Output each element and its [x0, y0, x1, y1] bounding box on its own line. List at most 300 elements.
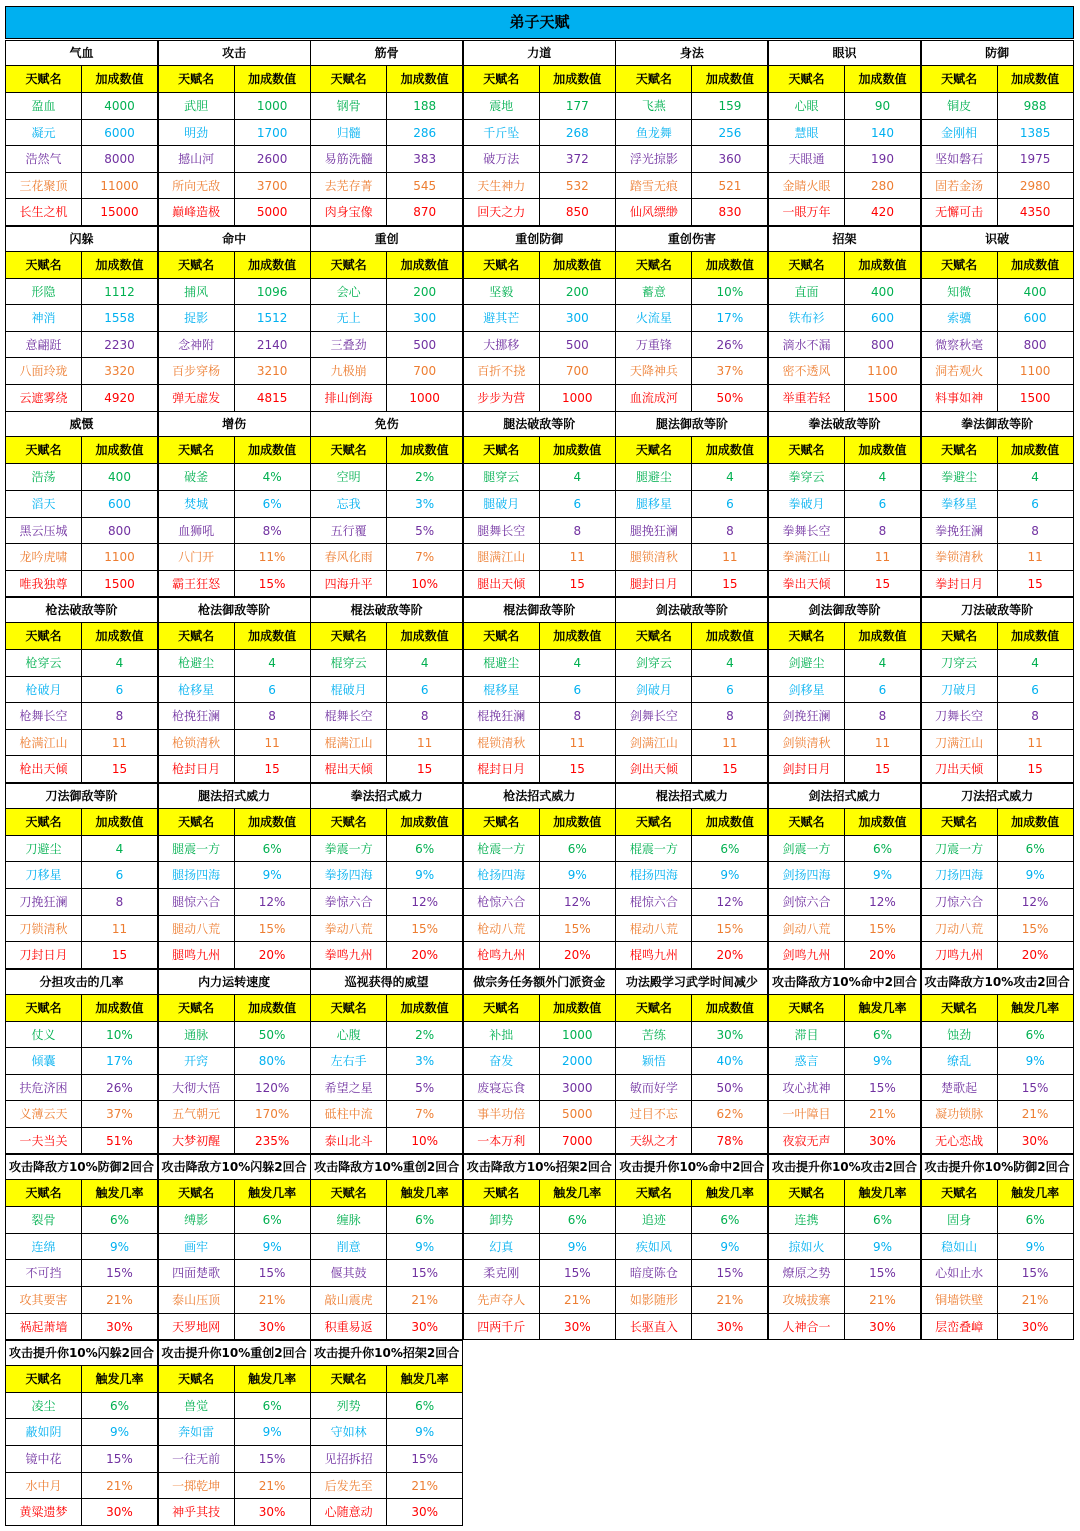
talent-name: 棍锁清秋 [463, 730, 540, 757]
block-title: 攻击提升你10%重创2回合 [158, 1340, 311, 1366]
talent-value: 360 [691, 146, 768, 173]
block-title: 攻击降敌方10%命中2回合 [768, 969, 921, 995]
column-header-row [463, 623, 616, 650]
talent-name: 龙吟虎啸 [5, 544, 82, 571]
block-title: 闪躲 [5, 226, 158, 252]
block-title: 气血 [5, 40, 158, 66]
talent-name: 腿封日月 [615, 571, 692, 598]
talent-value: 9% [81, 1419, 158, 1446]
talent-block [5, 1154, 158, 1340]
talent-row [463, 1234, 616, 1261]
column-header-value: 加成数值 [539, 252, 616, 279]
talent-name: 攻心扰神 [768, 1075, 845, 1102]
talent-row [158, 1207, 311, 1234]
talent-row [615, 199, 768, 226]
talent-row [5, 1419, 158, 1446]
talent-name: 腿穿云 [463, 464, 540, 491]
column-header-row [5, 1366, 158, 1393]
column-header-name: 天赋名 [5, 995, 82, 1022]
talent-name: 追迹 [615, 1207, 692, 1234]
talent-value: 15000 [81, 199, 158, 226]
talent-name: 浩荡 [5, 464, 82, 491]
talent-row [921, 1022, 1074, 1049]
talent-row [463, 358, 616, 385]
talent-row [615, 544, 768, 571]
block-title: 命中 [158, 226, 311, 252]
talent-row [158, 120, 311, 147]
column-header-row [158, 1366, 311, 1393]
talent-value: 11 [386, 730, 463, 757]
column-header-row [158, 809, 311, 836]
talent-value: 5000 [539, 1101, 616, 1128]
talent-value: 1096 [234, 279, 311, 306]
column-header-row [768, 66, 921, 93]
talent-row [768, 1075, 921, 1102]
talent-name: 镜中花 [5, 1446, 82, 1473]
talent-row [463, 836, 616, 863]
column-header-value: 加成数值 [81, 995, 158, 1022]
talent-value: 15% [997, 1075, 1074, 1102]
column-header-row [5, 995, 158, 1022]
talent-name: 避其芒 [463, 305, 540, 332]
talent-name: 刀锁清秋 [5, 916, 82, 943]
talent-value: 15% [691, 1260, 768, 1287]
block-title: 防御 [921, 40, 1074, 66]
talent-row [615, 677, 768, 704]
talent-value: 9% [844, 862, 921, 889]
column-header-value: 触发几率 [386, 1366, 463, 1393]
talent-name: 腿挽狂澜 [615, 518, 692, 545]
talent-row [463, 889, 616, 916]
talent-block [310, 1154, 463, 1340]
talent-name: 枪破月 [5, 677, 82, 704]
talent-name: 破釜 [158, 464, 235, 491]
talent-value: 4 [844, 650, 921, 677]
talent-name: 缭乱 [921, 1048, 998, 1075]
block-title: 眼识 [768, 40, 921, 66]
talent-row [158, 1128, 311, 1155]
talent-block [5, 40, 158, 226]
talent-value: 2980 [997, 173, 1074, 200]
column-header-value: 加成数值 [234, 623, 311, 650]
talent-value: 5000 [234, 199, 311, 226]
talent-name: 空明 [310, 464, 387, 491]
talent-name: 拳破月 [768, 491, 845, 518]
column-header-value: 触发几率 [81, 1366, 158, 1393]
talent-value: 6 [691, 491, 768, 518]
talent-block [158, 40, 311, 226]
talent-row [921, 1287, 1074, 1314]
talent-value: 3000 [539, 1075, 616, 1102]
talent-value: 500 [539, 332, 616, 359]
talent-name: 三叠劲 [310, 332, 387, 359]
talent-name: 拳出天倾 [768, 571, 845, 598]
talent-row [5, 1499, 158, 1526]
talent-value: 8% [234, 518, 311, 545]
talent-name: 补拙 [463, 1022, 540, 1049]
column-header-value: 触发几率 [386, 1180, 463, 1207]
talent-row [768, 146, 921, 173]
talent-name: 凌尘 [5, 1393, 82, 1420]
talent-name: 鱼龙舞 [615, 120, 692, 147]
talent-name: 积重易返 [310, 1314, 387, 1341]
talent-value: 8 [234, 703, 311, 730]
talent-value: 9% [844, 1048, 921, 1075]
talent-value: 6 [997, 491, 1074, 518]
talent-value: 15 [539, 571, 616, 598]
talent-name: 排山倒海 [310, 385, 387, 412]
talent-row [768, 916, 921, 943]
talent-row [921, 1207, 1074, 1234]
talent-value: 2% [386, 464, 463, 491]
talent-row [615, 305, 768, 332]
talent-name: 掠如火 [768, 1234, 845, 1261]
talent-row [310, 305, 463, 332]
talent-row [615, 889, 768, 916]
talent-value: 4 [386, 650, 463, 677]
talent-name: 拳避尘 [921, 464, 998, 491]
talent-name: 兽觉 [158, 1393, 235, 1420]
talent-value: 8 [539, 518, 616, 545]
column-header-name: 天赋名 [158, 623, 235, 650]
talent-row [310, 1446, 463, 1473]
talent-value: 6% [997, 1207, 1074, 1234]
talent-value: 21% [81, 1287, 158, 1314]
talent-name: 刀震一方 [921, 836, 998, 863]
talent-block [5, 969, 158, 1155]
talent-row [615, 332, 768, 359]
talent-row [5, 650, 158, 677]
block-title: 分担攻击的几率 [5, 969, 158, 995]
talent-row [768, 1048, 921, 1075]
talent-name: 希望之星 [310, 1075, 387, 1102]
talent-value: 9% [234, 862, 311, 889]
talent-row [463, 942, 616, 969]
column-header-value: 加成数值 [844, 437, 921, 464]
column-header-row [463, 809, 616, 836]
column-header-row [158, 995, 311, 1022]
talent-name: 火流星 [615, 305, 692, 332]
talent-row [615, 1101, 768, 1128]
talent-row [463, 199, 616, 226]
talent-name: 卸势 [463, 1207, 540, 1234]
talent-name: 密不透风 [768, 358, 845, 385]
talent-row [158, 146, 311, 173]
talent-name: 刀动八荒 [921, 916, 998, 943]
column-header-value: 触发几率 [691, 1180, 768, 1207]
talent-name: 肉身宝像 [310, 199, 387, 226]
talent-row [921, 544, 1074, 571]
column-header-row [463, 1180, 616, 1207]
talent-block [158, 597, 311, 783]
talent-value: 286 [386, 120, 463, 147]
column-header-value: 加成数值 [386, 437, 463, 464]
block-title: 攻击降敌方10%攻击2回合 [921, 969, 1074, 995]
talent-row [463, 916, 616, 943]
block-title: 剑法破敌等阶 [615, 597, 768, 623]
talent-value: 30% [386, 1499, 463, 1526]
talent-row [5, 703, 158, 730]
talent-row [463, 464, 616, 491]
talent-name: 楚歌起 [921, 1075, 998, 1102]
talent-row [5, 1234, 158, 1261]
talent-row [310, 1287, 463, 1314]
talent-name: 捉影 [158, 305, 235, 332]
talent-name: 棍舞长空 [310, 703, 387, 730]
talent-value: 11 [997, 544, 1074, 571]
talent-value: 6% [539, 836, 616, 863]
talent-name: 拳封日月 [921, 571, 998, 598]
talent-value: 188 [386, 93, 463, 120]
block-title: 枪法御敌等阶 [158, 597, 311, 623]
talent-value: 21% [844, 1287, 921, 1314]
talent-row [921, 305, 1074, 332]
column-header-value: 触发几率 [844, 1180, 921, 1207]
talent-block [158, 226, 311, 412]
block-title: 攻击降敌方10%防御2回合 [5, 1154, 158, 1180]
talent-value: 8 [539, 703, 616, 730]
talent-row [5, 889, 158, 916]
talent-row [158, 1419, 311, 1446]
talent-name: 刀穿云 [921, 650, 998, 677]
column-header-value: 加成数值 [844, 66, 921, 93]
talent-name: 拳震一方 [310, 836, 387, 863]
column-header-row [463, 995, 616, 1022]
talent-row [921, 836, 1074, 863]
talent-row [158, 916, 311, 943]
talent-value: 9% [539, 1234, 616, 1261]
talent-row [615, 1022, 768, 1049]
talent-row [158, 358, 311, 385]
talent-row [463, 305, 616, 332]
talent-name: 霸王狂怒 [158, 571, 235, 598]
talent-value: 20% [997, 942, 1074, 969]
talent-name: 剑锁清秋 [768, 730, 845, 757]
talent-name: 苦练 [615, 1022, 692, 1049]
talent-name: 大彻大悟 [158, 1075, 235, 1102]
talent-name: 攻其要害 [5, 1287, 82, 1314]
talent-row [158, 464, 311, 491]
talent-row [768, 464, 921, 491]
talent-row [615, 703, 768, 730]
talent-row [310, 942, 463, 969]
talent-name: 刀舞长空 [921, 703, 998, 730]
talent-name: 棍避尘 [463, 650, 540, 677]
talent-name: 滴水不漏 [768, 332, 845, 359]
talent-row [768, 677, 921, 704]
column-header-value: 加成数值 [844, 623, 921, 650]
talent-row [921, 756, 1074, 783]
talent-name: 腿避尘 [615, 464, 692, 491]
column-header-name: 天赋名 [615, 252, 692, 279]
talent-name: 浩然气 [5, 146, 82, 173]
talent-row [5, 93, 158, 120]
talent-value: 6 [539, 677, 616, 704]
talent-row [310, 1075, 463, 1102]
talent-row [310, 677, 463, 704]
talent-name: 铜墙铁壁 [921, 1287, 998, 1314]
talent-row [310, 146, 463, 173]
talent-value: 21% [997, 1101, 1074, 1128]
talent-row [158, 1260, 311, 1287]
column-header-value: 加成数值 [997, 809, 1074, 836]
talent-name: 神乎其技 [158, 1499, 235, 1526]
talent-value: 9% [234, 1234, 311, 1261]
block-title: 拳法招式威力 [310, 783, 463, 809]
talent-row [158, 756, 311, 783]
talent-name: 忘我 [310, 491, 387, 518]
column-header-value: 加成数值 [234, 66, 311, 93]
talent-name: 一掷乾坤 [158, 1473, 235, 1500]
talent-block [310, 969, 463, 1155]
talent-row [310, 836, 463, 863]
column-header-row [768, 995, 921, 1022]
talent-row [310, 650, 463, 677]
column-header-value: 触发几率 [997, 995, 1074, 1022]
talent-name: 心随意动 [310, 1499, 387, 1526]
talent-row [158, 332, 311, 359]
talent-row [768, 332, 921, 359]
talent-value: 400 [844, 279, 921, 306]
block-title: 枪法招式威力 [463, 783, 616, 809]
talent-name: 事半功倍 [463, 1101, 540, 1128]
talent-value: 9% [386, 862, 463, 889]
block-title: 刀法招式威力 [921, 783, 1074, 809]
talent-row [921, 1234, 1074, 1261]
column-header-value: 加成数值 [691, 66, 768, 93]
talent-value: 15 [81, 756, 158, 783]
talent-name: 血狮吼 [158, 518, 235, 545]
talent-name: 扶危济困 [5, 1075, 82, 1102]
talent-row [158, 1499, 311, 1526]
talent-name: 刀惊六合 [921, 889, 998, 916]
column-header-row [158, 66, 311, 93]
talent-row [463, 385, 616, 412]
column-header-value: 触发几率 [844, 995, 921, 1022]
block-title: 腿法御敌等阶 [615, 411, 768, 437]
talent-name: 天生神力 [463, 173, 540, 200]
talent-value: 11 [81, 916, 158, 943]
column-header-value: 加成数值 [234, 995, 311, 1022]
talent-value: 9% [997, 862, 1074, 889]
talent-name: 幻真 [463, 1234, 540, 1261]
talent-value: 15% [234, 1260, 311, 1287]
talent-value: 532 [539, 173, 616, 200]
talent-value: 3210 [234, 358, 311, 385]
column-header-name: 天赋名 [310, 1180, 387, 1207]
block-title: 重创防御 [463, 226, 616, 252]
talent-value: 1385 [997, 120, 1074, 147]
talent-name: 棍鸣九州 [615, 942, 692, 969]
talent-name: 弹无虚发 [158, 385, 235, 412]
talent-row [615, 756, 768, 783]
talent-row [5, 385, 158, 412]
column-header-row [158, 252, 311, 279]
talent-name: 腿出天倾 [463, 571, 540, 598]
talent-row [463, 1022, 616, 1049]
talent-name: 心如止水 [921, 1260, 998, 1287]
talent-value: 20% [386, 942, 463, 969]
talent-value: 30% [81, 1499, 158, 1526]
talent-value: 700 [539, 358, 616, 385]
talent-name: 百步穿杨 [158, 358, 235, 385]
talent-value: 15% [844, 1260, 921, 1287]
talent-value: 1100 [997, 358, 1074, 385]
talent-name: 颖悟 [615, 1048, 692, 1075]
talent-row [5, 1101, 158, 1128]
talent-name: 枪鸣九州 [463, 942, 540, 969]
column-header-value: 加成数值 [81, 809, 158, 836]
talent-value: 500 [386, 332, 463, 359]
talent-name: 一眼万年 [768, 199, 845, 226]
talent-row [615, 1234, 768, 1261]
talent-value: 11% [234, 544, 311, 571]
talent-row [5, 756, 158, 783]
talent-name: 废寝忘食 [463, 1075, 540, 1102]
column-header-name: 天赋名 [310, 437, 387, 464]
talent-name: 拳鸣九州 [310, 942, 387, 969]
talent-block [463, 40, 616, 226]
talent-value: 9% [539, 862, 616, 889]
column-header-row [5, 809, 158, 836]
talent-name: 八门开 [158, 544, 235, 571]
talent-row [768, 385, 921, 412]
block-title: 识破 [921, 226, 1074, 252]
talent-row [5, 1393, 158, 1420]
talent-name: 腿鸣九州 [158, 942, 235, 969]
block-title: 功法殿学习武学时间减少 [615, 969, 768, 995]
talent-row [615, 730, 768, 757]
talent-value: 30% [844, 1314, 921, 1341]
talent-row [768, 703, 921, 730]
talent-name: 如影随形 [615, 1287, 692, 1314]
talent-value: 6 [691, 677, 768, 704]
talent-value: 15% [844, 916, 921, 943]
talent-value: 988 [997, 93, 1074, 120]
column-header-value: 加成数值 [386, 623, 463, 650]
talent-value: 6% [691, 836, 768, 863]
block-title: 威慑 [5, 411, 158, 437]
talent-row [158, 1075, 311, 1102]
talent-value: 6% [844, 1207, 921, 1234]
talent-value: 256 [691, 120, 768, 147]
talent-row [463, 1287, 616, 1314]
talent-value: 2140 [234, 332, 311, 359]
talent-row [463, 1128, 616, 1155]
column-header-value: 加成数值 [81, 66, 158, 93]
talent-row [5, 942, 158, 969]
column-header-row [310, 809, 463, 836]
talent-value: 6 [997, 677, 1074, 704]
talent-value: 1500 [81, 571, 158, 598]
column-header-name: 天赋名 [158, 1366, 235, 1393]
block-title: 力道 [463, 40, 616, 66]
talent-row [921, 518, 1074, 545]
talent-name: 腿破月 [463, 491, 540, 518]
talent-value: 1975 [997, 146, 1074, 173]
talent-value: 15 [844, 571, 921, 598]
talent-name: 枪封日月 [158, 756, 235, 783]
talent-value: 20% [234, 942, 311, 969]
column-header-value: 加成数值 [997, 437, 1074, 464]
talent-name: 四海升平 [310, 571, 387, 598]
talent-value: 11000 [81, 173, 158, 200]
column-header-row [768, 252, 921, 279]
talent-name: 连绵 [5, 1234, 82, 1261]
talent-row [158, 279, 311, 306]
talent-name: 腿满江山 [463, 544, 540, 571]
talent-value: 10% [386, 571, 463, 598]
